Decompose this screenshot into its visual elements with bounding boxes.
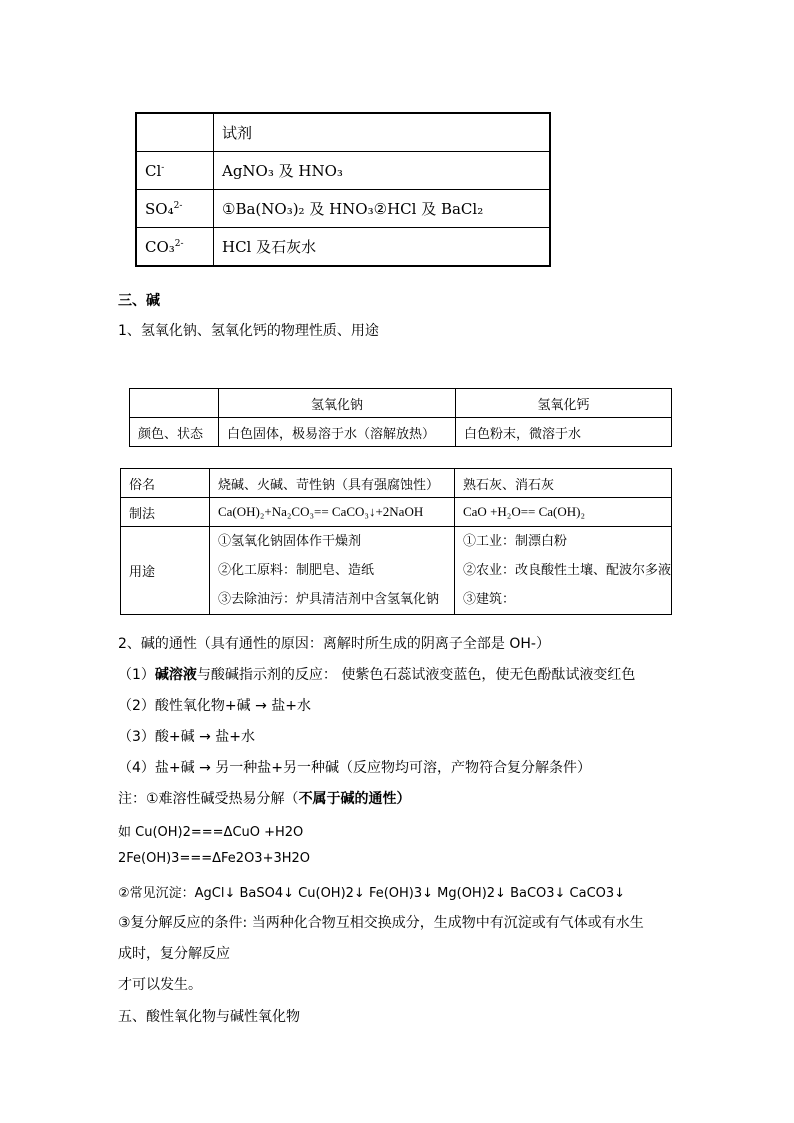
text-span: （1） [118, 667, 155, 683]
ion-charge: 2- [174, 238, 184, 249]
table-row [130, 389, 672, 418]
section-title: 三、碱 [118, 293, 160, 309]
list-item: ②农业：改良酸性土壤、配波尔多液 [462, 563, 671, 578]
table-header: 试剂 [214, 113, 551, 152]
item-title: 1、氢氧化钠、氢氧化钙的物理性质、用途 [118, 323, 379, 339]
ion-label: SO₄ [145, 199, 174, 218]
text-line: 才可以发生。 [118, 977, 202, 993]
table-cell: 烧碱、火碱、苛性钠（具有强腐蚀性） [209, 469, 454, 498]
text-span-bold: 不属于碱的通性） [298, 791, 411, 807]
text-line: （3）酸+碱 → 盐+水 [118, 729, 255, 745]
table-row [136, 228, 550, 267]
table-cell [130, 389, 219, 418]
formula-line: 如 Cu(OH)2===ΔCuO +H2O [118, 825, 304, 840]
table-cell [209, 527, 454, 615]
row-label: 颜色、状态 [130, 418, 219, 447]
table-cell: 熟石灰、消石灰 [454, 469, 671, 498]
reagent-cell: HCl 及石灰水 [214, 228, 551, 267]
table-cell [136, 113, 214, 152]
ion-label: Cl [145, 161, 162, 180]
table-row [121, 469, 672, 498]
list-item: ②化工原料：制肥皂、造纸 [217, 563, 374, 578]
physical-properties-table [129, 388, 672, 447]
ion-label: CO₃ [145, 237, 175, 256]
table-row [130, 418, 672, 447]
ion-charge: 2- [173, 200, 183, 211]
table-cell: 白色粉末，微溶于水 [456, 418, 672, 447]
row-label: 俗名 [121, 469, 210, 498]
ion-charge: - [161, 162, 165, 173]
text-line: （4）盐+碱 → 另一种盐+另一种碱（反应物均可溶，产物符合复分解条件） [118, 760, 591, 776]
section-title: 五、酸性氧化物与碱性氧化物 [118, 1009, 300, 1025]
text-line: 成时，复分解反应 [118, 946, 230, 962]
list-item: ①工业：制漂白粉 [462, 534, 567, 549]
text-line: 2、碱的通性（具有通性的原因：离解时所生成的阴离子全部是 OH-） [118, 636, 550, 652]
text-span: 与酸碱指示剂的反应： 使紫色石蕊试液变蓝色，使无色酚酞试液变红色 [196, 667, 636, 683]
table-cell: 白色固体，极易溶于水（溶解放热） [219, 418, 456, 447]
text-line [118, 788, 411, 808]
reagent-table [135, 112, 551, 267]
list-item: ③建筑： [462, 592, 515, 607]
table-header: 氢氧化钠 [219, 389, 456, 418]
formula-line: 2Fe(OH)3===ΔFe2O3+3H2O [118, 851, 311, 866]
list-item: ①氢氧化钠固体作干燥剂 [217, 534, 361, 549]
table-row [136, 152, 550, 190]
text-line: （2）酸性氧化物+碱 → 盐+水 [118, 698, 311, 714]
ion-cell [136, 152, 214, 190]
table-cell [454, 527, 671, 615]
table-cell: CaO +H₂O== Ca(OH)₂ [454, 498, 671, 527]
table-row [136, 113, 550, 152]
table-header: 氢氧化钙 [456, 389, 672, 418]
text-line: ②常见沉淀：AgCl↓ BaSO4↓ Cu(OH)2↓ Fe(OH)3↓ Mg(OH)2↓ BaCO3↓ CaCO3↓ [118, 886, 626, 901]
table-row [121, 498, 672, 527]
text-line [118, 664, 635, 684]
table-row [121, 527, 672, 615]
ion-cell [136, 228, 214, 267]
row-label: 制法 [121, 498, 210, 527]
text-span-bold: 碱溶液 [154, 667, 197, 683]
ion-cell [136, 190, 214, 228]
reagent-cell: ①Ba(NO₃)₂ 及 HNO₃②HCl 及 BaCl₂ [214, 190, 551, 228]
table-row [136, 190, 550, 228]
text-span: 注：①难溶性碱受热易分解（ [118, 791, 299, 807]
properties-table [120, 468, 672, 615]
table-cell: Ca(OH)₂+Na₂CO₃== CaCO₃↓+2NaOH [209, 498, 454, 527]
reagent-cell: AgNO₃ 及 HNO₃ [214, 152, 551, 190]
row-label: 用途 [121, 527, 210, 615]
text-line: ③复分解反应的条件: 当两种化合物互相交换成分，生成物中有沉淀或有气体或有水生 [118, 915, 644, 931]
list-item: ③去除油污：炉具清洁剂中含氢氧化钠 [217, 592, 439, 607]
